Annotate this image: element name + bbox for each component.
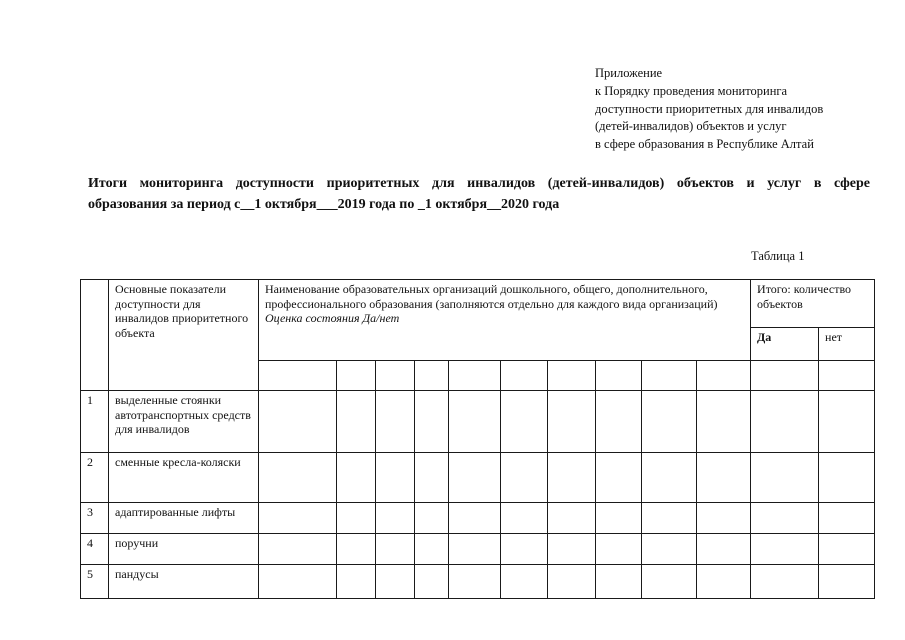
org-value-cell (376, 453, 415, 503)
appendix-line: доступности приоритетных для инвалидов (595, 101, 824, 116)
total-yes-cell (751, 565, 819, 599)
org-value-cell (697, 534, 751, 565)
total-no-cell (819, 453, 875, 503)
row-indicator: выделенные стоянки автотранспортных средств для инвалидов (109, 391, 259, 453)
org-value-cell (337, 565, 376, 599)
org-value-cell (501, 534, 548, 565)
header-organizations-label: Наименование образовательных организаций дошкольного, общего, дополнительного, профессионального образования (заполняются отдельно для каждого вида организаций) (265, 282, 718, 311)
org-value-cell (548, 534, 596, 565)
row-number: 2 (81, 453, 109, 503)
header-total-cell (751, 280, 875, 328)
table-caption: Таблица 1 (751, 249, 805, 263)
document-title-line-1: Итоги мониторинга доступности приоритетных для инвалидов (детей-инвалидов) объектов и услуг в сфере (88, 176, 870, 191)
total-yes-cell (751, 391, 819, 453)
org-name-cell (415, 361, 449, 391)
org-value-cell (337, 453, 376, 503)
org-value-cell (596, 453, 642, 503)
org-value-cell (259, 453, 337, 503)
org-value-cell (259, 565, 337, 599)
org-value-cell (642, 453, 697, 503)
appendix-line: к Порядку проведения мониторинга (595, 83, 788, 98)
document-title (88, 173, 870, 215)
org-value-cell (337, 503, 376, 534)
org-value-cell (501, 503, 548, 534)
header-yes-blank-cell (751, 361, 819, 391)
row-indicator: сменные кресла-коляски (109, 453, 259, 503)
header-organizations-cell (259, 280, 751, 361)
table-body (81, 280, 875, 599)
org-value-cell (548, 453, 596, 503)
org-value-cell (376, 534, 415, 565)
org-value-cell (259, 391, 337, 453)
org-name-cell (259, 361, 337, 391)
row-number: 1 (81, 391, 109, 453)
header-yes-label: Да (757, 330, 772, 344)
total-yes-cell (751, 503, 819, 534)
org-value-cell (642, 503, 697, 534)
org-value-cell (697, 453, 751, 503)
row-indicator: адаптированные лифты (109, 503, 259, 534)
org-value-cell (415, 534, 449, 565)
org-value-cell (415, 565, 449, 599)
org-value-cell (449, 391, 501, 453)
org-value-cell (415, 503, 449, 534)
appendix-line: в сфере образования в Республике Алтай (595, 137, 814, 152)
org-value-cell (642, 534, 697, 565)
org-value-cell (697, 391, 751, 453)
document-title-line-2: образования за период с__1 октября___2019 года по _1 октября__2020 года (88, 197, 560, 212)
header-assessment-label: Оценка состояния Да/нет (265, 311, 400, 326)
org-value-cell (376, 391, 415, 453)
org-value-cell (501, 565, 548, 599)
org-value-cell (376, 503, 415, 534)
header-indicators-cell (109, 280, 259, 391)
total-yes-cell (751, 453, 819, 503)
org-value-cell (501, 453, 548, 503)
org-value-cell (259, 503, 337, 534)
appendix-line: Приложение (595, 66, 663, 80)
org-value-cell (449, 453, 501, 503)
org-value-cell (415, 453, 449, 503)
header-total-label: Итого: количество объектов (757, 282, 852, 311)
org-value-cell (501, 391, 548, 453)
row-indicator: пандусы (109, 565, 259, 599)
org-value-cell (596, 534, 642, 565)
org-value-cell (548, 391, 596, 453)
org-value-cell (596, 565, 642, 599)
appendix-line: (детей-инвалидов) объектов и услуг (595, 119, 787, 134)
header-yes-cell (751, 328, 819, 361)
header-no-label: нет (825, 330, 843, 344)
total-no-cell (819, 503, 875, 534)
row-indicator: поручни (109, 534, 259, 565)
table-row-5 (81, 565, 875, 599)
org-value-cell (376, 565, 415, 599)
monitoring-table (80, 279, 875, 599)
org-value-cell (697, 565, 751, 599)
total-yes-cell (751, 534, 819, 565)
total-no-cell (819, 391, 875, 453)
header-no-blank-cell (819, 361, 875, 391)
table-row-2 (81, 453, 875, 503)
table-row-1 (81, 391, 875, 453)
org-name-cell (337, 361, 376, 391)
header-row-main (81, 280, 875, 328)
org-value-cell (548, 503, 596, 534)
org-name-cell (697, 361, 751, 391)
org-name-cell (596, 361, 642, 391)
org-value-cell (259, 534, 337, 565)
org-name-cell (642, 361, 697, 391)
org-name-cell (449, 361, 501, 391)
header-number-cell (81, 280, 109, 391)
org-value-cell (642, 565, 697, 599)
header-indicators-label: Основные показатели доступности для инвалидов приоритетного объекта (115, 282, 249, 340)
table-row-4 (81, 534, 875, 565)
org-value-cell (449, 503, 501, 534)
org-value-cell (596, 503, 642, 534)
org-name-cell (376, 361, 415, 391)
row-number: 4 (81, 534, 109, 565)
total-no-cell (819, 565, 875, 599)
org-value-cell (415, 391, 449, 453)
org-value-cell (596, 391, 642, 453)
org-value-cell (449, 534, 501, 565)
total-no-cell (819, 534, 875, 565)
org-value-cell (449, 565, 501, 599)
org-value-cell (337, 534, 376, 565)
table-row-3 (81, 503, 875, 534)
org-value-cell (337, 391, 376, 453)
header-no-cell (819, 328, 875, 361)
org-value-cell (642, 391, 697, 453)
org-value-cell (548, 565, 596, 599)
org-value-cell (697, 503, 751, 534)
row-number: 5 (81, 565, 109, 599)
org-name-cell (501, 361, 548, 391)
row-number: 3 (81, 503, 109, 534)
org-name-cell (548, 361, 596, 391)
appendix-block (595, 65, 823, 154)
